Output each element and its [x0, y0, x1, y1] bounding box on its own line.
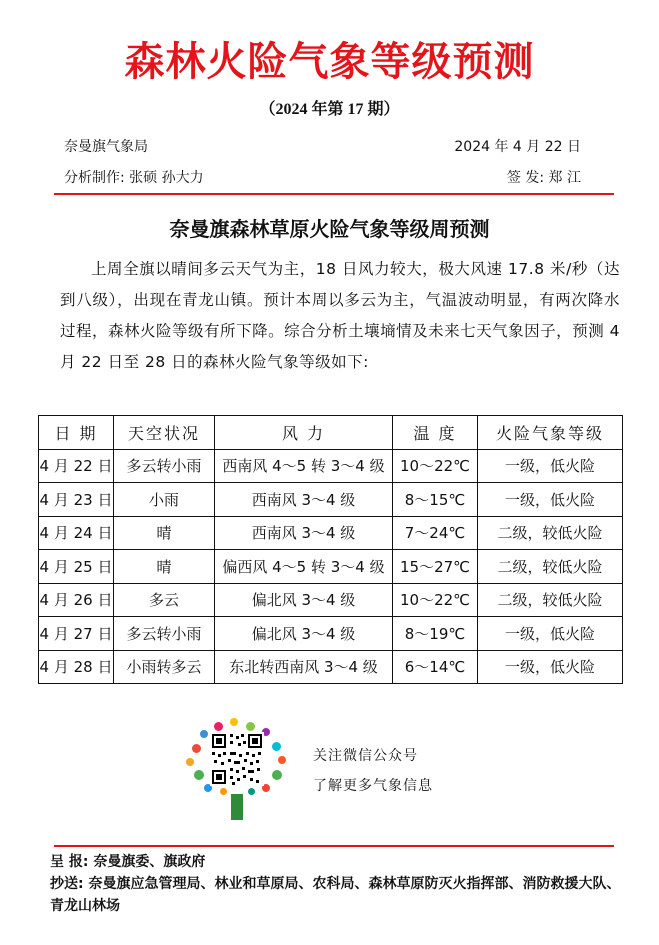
cell-sky: 多云转小雨: [114, 449, 215, 483]
cell-wind: 西南风 4～5 转 3～4 级: [215, 449, 393, 483]
cell-date: 4 月 26 日: [39, 583, 114, 617]
cell-fire-level: 二级，较低火险: [478, 550, 623, 584]
cell-sky: 晴: [114, 516, 215, 550]
cell-temp: 7～24℃: [393, 516, 478, 550]
issue-date: 2024 年 4 月 22 日: [454, 139, 581, 155]
cell-temp: 6～14℃: [393, 650, 478, 684]
forecast-paragraph: 上周全旗以晴间多云天气为主，18 日风力较大，极大风速 17.8 米/秒（达到八级），出现在青龙山镇。预计本周以多云为主，气温波动明显，有两次降水过程，森林火险等级有所下降。综合分析土壤墒情及未来七天气象因子，预测 4 月 22 日至 28 日的森林火险气象等级如下:: [60, 260, 620, 371]
cell-wind: 偏北风 3～4 级: [215, 583, 393, 617]
cell-fire-level: 一级，低火险: [478, 617, 623, 651]
cell-temp: 10～22℃: [393, 583, 478, 617]
cell-sky: 晴: [114, 550, 215, 584]
footer-submit: 呈 报: 奈曼旗委、旗政府: [50, 854, 206, 870]
cell-wind: 东北转西南风 3～4 级: [215, 650, 393, 684]
cell-sky: 多云转小雨: [114, 617, 215, 651]
cell-date: 4 月 22 日: [39, 449, 114, 483]
cell-sky: 小雨转多云: [114, 650, 215, 684]
cell-fire-level: 一级，低火险: [478, 449, 623, 483]
wechat-info-text: 了解更多气象信息: [313, 778, 433, 794]
cell-sky: 小雨: [114, 483, 215, 517]
cell-date: 4 月 23 日: [39, 483, 114, 517]
table-row: [39, 449, 623, 483]
forecast-subtitle: 奈曼旗森林草原火险气象等级周预测: [169, 217, 490, 241]
table-header-row: [39, 416, 623, 450]
cell-wind: 偏北风 3～4 级: [215, 617, 393, 651]
issuer: 奈曼旗气象局: [64, 139, 148, 155]
cell-temp: 10～22℃: [393, 449, 478, 483]
header-row-1: [64, 136, 595, 156]
table-row: [39, 617, 623, 651]
cell-date: 4 月 27 日: [39, 617, 114, 651]
cell-date: 4 月 28 日: [39, 650, 114, 684]
cell-wind: 偏西风 4～5 转 3～4 级: [215, 550, 393, 584]
footer-cc: 抄送: 奈曼旗应急管理局、林业和草原局、农科局、森林草原防灭火指挥部、消防救援大队、青龙山林场: [50, 876, 621, 914]
cell-temp: 15～27℃: [393, 550, 478, 584]
table-row: [39, 516, 623, 550]
wechat-qr-tree-logo[interactable]: [184, 722, 294, 822]
table-row: [39, 483, 623, 517]
col-sky: 天空状况: [114, 416, 215, 450]
issue-number: （2024 年第 17 期）: [259, 101, 400, 118]
qr-code-icon: [210, 732, 264, 786]
cell-wind: 西南风 3～4 级: [215, 516, 393, 550]
header-row-2: [64, 167, 595, 187]
forecast-table: [38, 415, 623, 684]
table-row: [39, 650, 623, 684]
cell-fire-level: 二级，较低火险: [478, 583, 623, 617]
cell-sky: 多云: [114, 583, 215, 617]
header-divider: [54, 193, 614, 195]
cell-date: 4 月 25 日: [39, 550, 114, 584]
col-date: 日 期: [39, 416, 114, 450]
wechat-follow-text: 关注微信公众号: [313, 748, 418, 764]
footer-divider: [54, 845, 614, 847]
cell-temp: 8～15℃: [393, 483, 478, 517]
col-temp: 温 度: [393, 416, 478, 450]
tree-trunk-icon: [231, 794, 243, 820]
col-wind: 风 力: [215, 416, 393, 450]
cell-fire-level: 二级，较低火险: [478, 516, 623, 550]
table-row: [39, 583, 623, 617]
cell-wind: 西南风 3～4 级: [215, 483, 393, 517]
analyst: 分析制作: 张硕 孙大力: [64, 170, 204, 186]
cell-fire-level: 一级，低火险: [478, 650, 623, 684]
signer: 签 发: 郑 江: [506, 170, 581, 186]
table-row: [39, 550, 623, 584]
cell-fire-level: 一级，低火险: [478, 483, 623, 517]
cell-temp: 8～19℃: [393, 617, 478, 651]
cell-date: 4 月 24 日: [39, 516, 114, 550]
col-fire-level: 火险气象等级: [478, 416, 623, 450]
document-title: 森林火险气象等级预测: [124, 39, 535, 85]
